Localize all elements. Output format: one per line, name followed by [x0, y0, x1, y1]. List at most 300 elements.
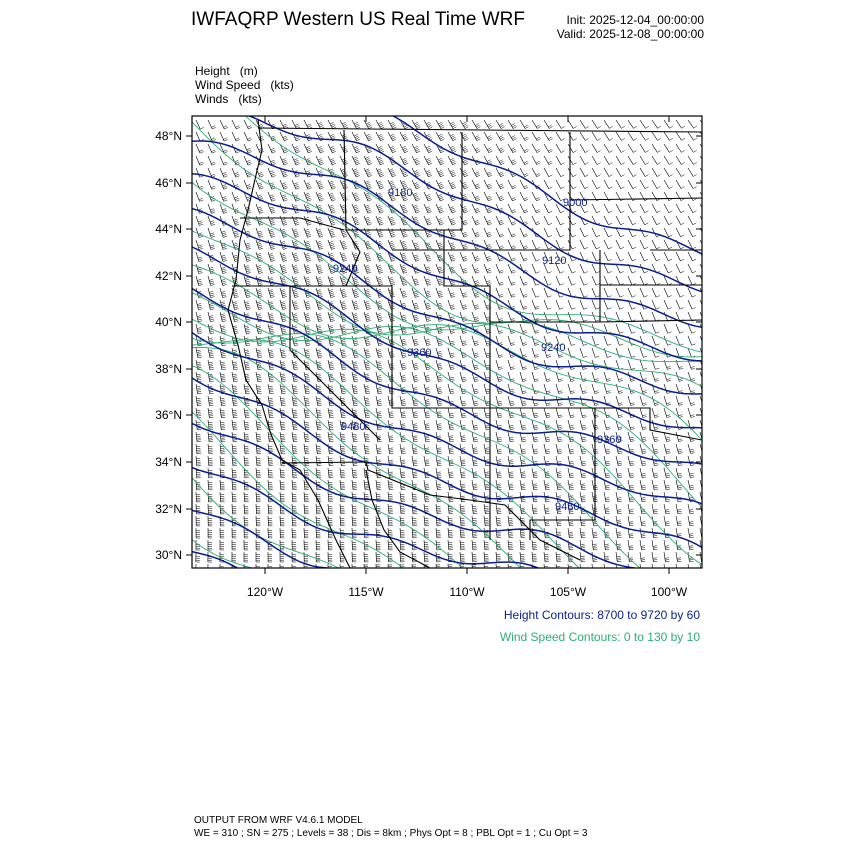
- wind-barb: [484, 444, 490, 454]
- wind-barb: [304, 144, 312, 153]
- wind-barb: [472, 480, 477, 490]
- wind-barb: [592, 132, 601, 140]
- wind-barb: [700, 144, 709, 152]
- wind-barb: [556, 120, 565, 128]
- wind-barb: [544, 300, 551, 309]
- wind-barb: [340, 288, 347, 298]
- wind-barb: [304, 372, 310, 382]
- wind-barb: [616, 132, 625, 140]
- wind-barb: [364, 516, 369, 526]
- wind-barb: [568, 528, 573, 538]
- wind-barb: [484, 540, 489, 550]
- wind-barb: [304, 180, 312, 189]
- wind-barb: [676, 336, 683, 345]
- wind-barb: [328, 468, 333, 478]
- wind-barb: [232, 372, 238, 382]
- wind-barb: [244, 492, 249, 502]
- wind-barb: [580, 516, 585, 526]
- wind-barb: [628, 468, 634, 478]
- wind-barb: [544, 504, 549, 514]
- wind-barb: [580, 300, 587, 309]
- field-unit: (kts): [238, 92, 262, 106]
- wind-barb: [520, 276, 527, 285]
- wind-barb: [436, 264, 443, 273]
- wind-barb: [628, 276, 636, 285]
- wind-barb: [352, 480, 357, 490]
- wind-barb: [328, 408, 334, 418]
- wind-barb: [364, 132, 372, 141]
- wind-barb: [400, 504, 405, 514]
- wind-barb: [292, 120, 300, 129]
- wind-barb: [424, 396, 430, 406]
- wind-barb: [640, 240, 648, 249]
- wind-barb: [352, 192, 360, 201]
- wind-barb: [376, 276, 383, 285]
- wind-barb: [316, 312, 323, 322]
- wind-barb: [292, 216, 299, 225]
- wind-barb: [292, 432, 297, 442]
- wind-barb: [208, 516, 212, 526]
- wind-barb: [268, 564, 272, 574]
- wind-barb: [484, 216, 492, 225]
- wind-barb: [436, 480, 441, 490]
- wind-barb: [484, 120, 493, 129]
- wind-barb: [616, 468, 622, 478]
- wind-barb: [268, 144, 276, 153]
- wind-barb: [208, 408, 213, 418]
- wind-barb: [664, 420, 671, 430]
- wind-barb: [580, 168, 588, 177]
- wind-barb: [544, 408, 550, 418]
- wind-barb: [520, 468, 526, 478]
- wind-barb: [508, 456, 514, 466]
- wind-barb: [232, 360, 238, 370]
- wind-barb: [268, 504, 273, 514]
- wind-barb: [340, 192, 348, 201]
- wind-barb: [520, 480, 526, 490]
- wind-barb: [244, 516, 248, 526]
- field-name: Winds: [195, 92, 229, 106]
- wind-barb: [436, 156, 444, 165]
- wind-barb: [592, 300, 599, 309]
- wind-barb: [508, 276, 515, 285]
- wind-barb: [568, 360, 575, 370]
- wind-barb: [640, 120, 649, 128]
- wind-barb: [652, 480, 658, 490]
- wind-barb: [280, 384, 286, 394]
- wind-barb: [664, 516, 670, 526]
- wind-barb: [292, 228, 299, 237]
- wind-barb: [376, 120, 384, 129]
- wind-barb: [232, 444, 237, 454]
- wind-speed-contours: [180, 59, 708, 804]
- wind-barb: [616, 528, 621, 538]
- wind-barb: [544, 564, 549, 574]
- wind-barb: [604, 336, 611, 345]
- lat-tick-label: 36°N: [155, 408, 182, 422]
- wind-barb: [568, 168, 576, 177]
- wind-barb: [232, 300, 238, 310]
- wind-barb: [448, 408, 454, 418]
- wind-barb: [280, 516, 284, 526]
- wind-barb: [268, 252, 275, 261]
- wind-barb: [364, 312, 371, 322]
- wind-barb: [664, 132, 673, 140]
- lat-tick-label: 38°N: [155, 362, 182, 376]
- wind-barb: [496, 216, 504, 225]
- wind-barb: [616, 372, 623, 382]
- wind-barb: [640, 480, 646, 490]
- wind-barb: [292, 516, 297, 526]
- wind-barb: [280, 396, 286, 406]
- wind-barb: [436, 348, 443, 358]
- wind-barb: [664, 384, 671, 393]
- wind-barb: [652, 432, 658, 442]
- wind-barb: [652, 408, 659, 418]
- wind-barb: [232, 540, 236, 550]
- wind-barb: [664, 204, 672, 213]
- wind-barb: [676, 192, 684, 201]
- wind-barb: [700, 516, 706, 526]
- wind-barb: [220, 444, 225, 454]
- wind-barb: [640, 408, 647, 418]
- wind-barb: [352, 168, 360, 177]
- wind-barb: [640, 396, 647, 406]
- wind-barb: [640, 360, 647, 369]
- model-parameters: WE = 310 ; SN = 275 ; Levels = 38 ; Dis = 8km ; Phys Opt = 8 ; PBL Opt = 1 ; Cu Opt = 3: [194, 828, 588, 839]
- wind-barb: [556, 228, 564, 237]
- wind-barb: [268, 192, 275, 201]
- wind-barb: [364, 396, 370, 406]
- wind-barb: [244, 384, 250, 394]
- wind-barb: [496, 192, 504, 201]
- wind-barb: [496, 504, 501, 514]
- wind-barb: [628, 156, 637, 165]
- wind-barb: [496, 240, 504, 249]
- wind-barb: [472, 312, 479, 321]
- wind-barb: [556, 564, 561, 574]
- wind-barb: [484, 432, 490, 442]
- wind-barb: [472, 348, 479, 358]
- wind-barb: [436, 564, 441, 574]
- wind-barb: [616, 276, 624, 285]
- wind-barb: [496, 288, 503, 297]
- wind-barb: [676, 468, 682, 478]
- wind-barb: [364, 168, 372, 177]
- wind-barb: [652, 276, 660, 285]
- wind-barb: [460, 468, 466, 478]
- wind-barb: [676, 396, 683, 406]
- wind-barb: [688, 252, 696, 261]
- wind-barb: [328, 156, 336, 165]
- wind-barb: [484, 408, 490, 418]
- wind-barb: [568, 156, 576, 165]
- wind-barb: [652, 504, 658, 514]
- wind-barb: [208, 504, 212, 514]
- wind-barb: [688, 228, 696, 237]
- wind-barb: [412, 240, 419, 249]
- wind-barb: [700, 216, 708, 225]
- wind-barb: [304, 396, 310, 406]
- wind-barb: [268, 348, 274, 358]
- wind-barb: [460, 336, 467, 346]
- wind-barb: [304, 540, 308, 550]
- wind-barb: [544, 180, 552, 189]
- wind-barb: [580, 312, 587, 321]
- wind-barb: [424, 408, 430, 418]
- wind-barb: [424, 312, 431, 322]
- wind-barb: [592, 528, 597, 538]
- wind-barb: [376, 372, 382, 382]
- wind-barb: [280, 288, 287, 298]
- wind-barb: [340, 204, 348, 213]
- wind-barb: [640, 144, 649, 152]
- wind-barb: [700, 192, 709, 201]
- wind-barb: [640, 312, 647, 321]
- wind-barb: [700, 264, 708, 273]
- wind-barb: [220, 360, 226, 370]
- wind-barb: [604, 180, 612, 189]
- wind-barb: [460, 480, 465, 490]
- wind-barb: [424, 144, 432, 153]
- wind-barb: [256, 540, 260, 550]
- wind-barb: [388, 372, 394, 382]
- wind-barb: [604, 240, 612, 249]
- wind-barb: [304, 156, 312, 165]
- wind-barb: [256, 456, 261, 466]
- wind-barb: [388, 432, 394, 442]
- wind-barb: [304, 432, 309, 442]
- wind-barb: [556, 132, 565, 141]
- wind-barb: [460, 564, 465, 574]
- wind-barb: [388, 348, 394, 358]
- wind-barb: [220, 132, 228, 141]
- wind-barb: [196, 528, 200, 538]
- wind-barb: [628, 240, 636, 249]
- wind-barb: [208, 144, 216, 153]
- wind-barb: [568, 420, 574, 430]
- wind-barb: [556, 408, 562, 418]
- wind-barb: [640, 528, 646, 538]
- wind-barb: [640, 156, 649, 165]
- wind-barb: [292, 300, 299, 310]
- wind-barb: [688, 144, 697, 152]
- wind-barb: [460, 540, 465, 550]
- wind-barb: [364, 384, 370, 394]
- wind-barb: [700, 384, 707, 393]
- wind-barb: [280, 252, 287, 261]
- wind-barb: [292, 540, 296, 550]
- lat-tick-label: 32°N: [155, 502, 182, 516]
- wind-barb: [412, 408, 418, 418]
- wind-barb: [244, 324, 250, 334]
- wind-barb: [664, 504, 670, 514]
- wind-barb: [304, 528, 308, 538]
- wind-barb: [616, 324, 623, 333]
- wind-barb: [544, 552, 549, 562]
- wind-barb: [460, 492, 465, 502]
- wind-barb: [472, 528, 477, 538]
- wind-barb: [448, 288, 455, 297]
- wind-barb: [532, 444, 538, 454]
- wind-speed-contour-legend: Wind Speed Contours: 0 to 130 by 10: [499, 630, 700, 644]
- wind-barb: [376, 312, 383, 322]
- wind-barb: [664, 552, 669, 562]
- wind-barb: [220, 324, 226, 334]
- wind-barb: [652, 552, 657, 562]
- wind-barb: [532, 552, 537, 562]
- wind-barb: [328, 564, 332, 574]
- wind-barb: [472, 276, 479, 285]
- wind-barb: [664, 480, 670, 490]
- wind-barb: [580, 180, 588, 189]
- wind-barb: [580, 120, 589, 128]
- wind-barb: [292, 180, 300, 189]
- wind-barb: [352, 528, 357, 538]
- wind-barb: [268, 528, 272, 538]
- wind-barb: [424, 552, 429, 562]
- wind-barb: [328, 204, 336, 213]
- wind-barb: [496, 552, 501, 562]
- wind-barb: [220, 396, 225, 406]
- wind-barb: [244, 552, 248, 562]
- wind-barb: [628, 420, 635, 430]
- wind-barb: [580, 228, 588, 237]
- wind-barb: [388, 408, 394, 418]
- wind-barb: [472, 264, 479, 273]
- wind-barb: [352, 564, 356, 574]
- wind-barb: [652, 288, 660, 297]
- wind-barb: [472, 252, 480, 261]
- wind-barb: [304, 300, 311, 310]
- wind-barb: [376, 204, 384, 213]
- wind-barb: [484, 180, 492, 189]
- wind-barb: [508, 180, 516, 189]
- wind-barb: [304, 120, 312, 129]
- wind-barb: [316, 240, 323, 249]
- wind-barb: [604, 504, 610, 514]
- wind-barb: [412, 456, 418, 466]
- wind-barb: [412, 432, 418, 442]
- wind-barb: [280, 300, 287, 310]
- wind-barb: [676, 552, 681, 562]
- wind-barb: [292, 456, 297, 466]
- wind-barb: [196, 300, 202, 310]
- plot-title: IWFAQRP Western US Real Time WRF: [191, 9, 525, 30]
- wind-barb: [400, 444, 406, 454]
- wind-barb: [520, 336, 527, 345]
- wind-barb: [652, 372, 659, 381]
- wind-barb: [388, 504, 393, 514]
- wind-barb: [688, 456, 694, 466]
- wind-barb: [292, 408, 298, 418]
- wind-barb: [436, 288, 443, 297]
- wind-barb: [472, 204, 480, 213]
- wind-barb: [412, 492, 417, 502]
- wind-barb: [472, 504, 477, 514]
- wind-barb: [208, 528, 212, 538]
- wind-barb: [196, 168, 203, 177]
- wind-barb: [640, 288, 648, 297]
- wind-barb: [544, 168, 552, 177]
- wind-barb: [688, 132, 697, 140]
- wind-barb: [424, 420, 430, 430]
- wind-barb: [208, 288, 214, 298]
- wind-barb: [496, 276, 503, 285]
- wind-barb: [304, 264, 311, 273]
- wind-barb: [424, 156, 432, 165]
- wind-barb: [592, 336, 599, 345]
- border-line: [366, 470, 430, 568]
- wind-barb: [388, 120, 396, 129]
- wind-barb: [640, 384, 647, 394]
- wind-barb: [376, 408, 382, 418]
- wind-barb: [208, 276, 215, 286]
- wind-barb: [232, 492, 237, 502]
- wind-barb: [244, 156, 252, 165]
- wind-barb: [544, 120, 553, 128]
- wind-barb: [196, 384, 202, 394]
- wind-barb: [388, 240, 395, 249]
- wind-barb: [220, 432, 225, 442]
- wind-barb: [280, 264, 287, 274]
- wind-barb: [580, 528, 585, 538]
- wind-barb: [664, 288, 672, 297]
- wind-barb: [400, 264, 407, 273]
- wind-barb: [508, 336, 515, 346]
- wind-barb: [328, 228, 335, 237]
- wind-barb: [508, 480, 514, 490]
- wind-barb: [256, 372, 262, 382]
- wind-barb: [700, 156, 709, 164]
- wind-barb: [220, 408, 225, 418]
- wind-barb: [496, 492, 501, 502]
- wind-barb: [448, 240, 456, 249]
- wind-barb: [208, 120, 216, 129]
- wind-barb: [316, 444, 321, 454]
- wind-barb: [304, 252, 311, 261]
- wind-barb: [256, 564, 260, 574]
- wind-barb: [520, 324, 527, 333]
- wind-barb: [400, 528, 405, 538]
- wind-barb: [580, 336, 587, 345]
- wind-barb: [592, 120, 601, 128]
- wind-barb: [292, 156, 300, 165]
- wind-barb: [268, 480, 273, 490]
- wind-barb: [268, 276, 275, 286]
- wind-barb: [628, 504, 634, 514]
- wind-barb: [640, 204, 648, 213]
- wind-barb: [580, 156, 589, 165]
- wind-barb: [616, 504, 622, 514]
- wind-barb: [220, 420, 225, 430]
- height-label: 9000: [563, 197, 588, 209]
- wind-barb: [568, 480, 574, 490]
- wind-barb: [328, 420, 334, 430]
- wind-barb: [424, 168, 432, 177]
- wind-barb: [256, 432, 261, 442]
- wind-barb: [604, 420, 610, 430]
- wind-barb: [388, 276, 395, 285]
- wind-barb: [568, 228, 576, 237]
- height-label: 9120: [542, 255, 567, 267]
- wind-barb: [448, 156, 456, 165]
- wind-barb: [424, 192, 432, 201]
- wind-barb: [688, 384, 695, 393]
- wind-speed-contour: [180, 340, 708, 612]
- wind-barb: [196, 312, 202, 322]
- wind-barb: [364, 156, 372, 165]
